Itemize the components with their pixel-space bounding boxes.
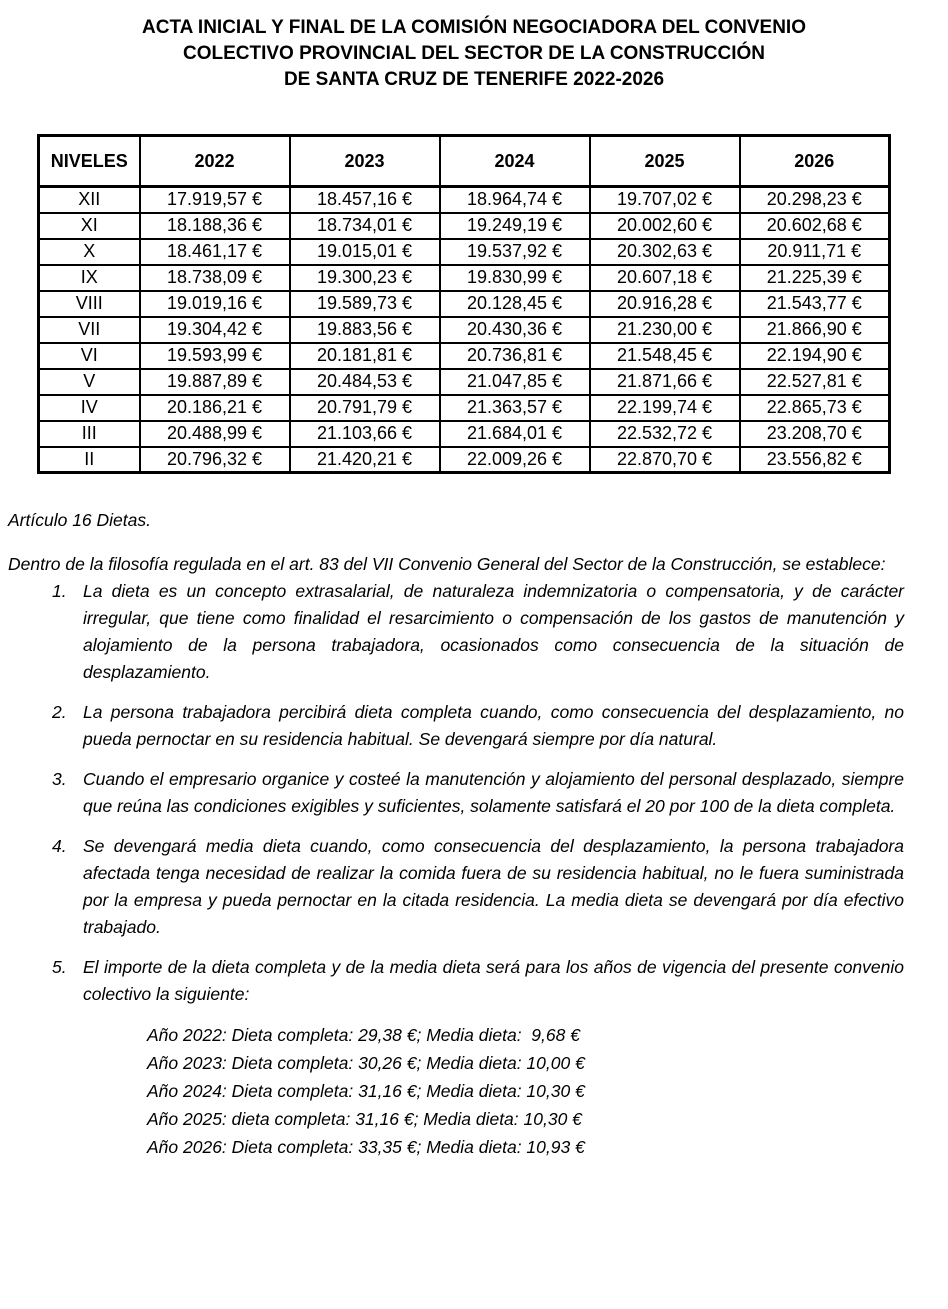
salary-value-cell: 22.199,74 € — [590, 395, 740, 421]
salary-value-cell: 20.128,45 € — [440, 291, 590, 317]
nivel-cell: XI — [39, 213, 140, 239]
dieta-line: Año 2022: Dieta completa: 29,38 €; Media dieta: 9,68 € — [147, 1025, 580, 1045]
salary-value-cell: 20.488,99 € — [140, 421, 290, 447]
table-row — [39, 421, 890, 447]
salary-value-cell: 19.300,23 € — [290, 265, 440, 291]
dieta-line: Año 2024: Dieta completa: 31,16 €; Media dieta: 10,30 € — [147, 1081, 585, 1101]
nivel-cell: X — [39, 239, 140, 265]
item-text: El importe de la dieta completa y de la media dieta será para los años de vigencia del presente convenio colectivo la siguiente: — [83, 957, 904, 1004]
salary-value-cell: 19.593,99 € — [140, 343, 290, 369]
nivel-cell: VII — [39, 317, 140, 343]
dieta-line: Año 2025: dieta completa: 31,16 €; Media dieta: 10,30 € — [147, 1109, 582, 1129]
table-row — [39, 291, 890, 317]
column-header-year: 2025 — [590, 136, 740, 187]
item-text: La dieta es un concepto extrasalarial, de naturaleza indemnizatoria o compensatoria, y de carácter irregular, que tiene como finalidad el resarcimiento o compensación de los gastos de manutención y alojamiento de la persona trabajadora, ocasionados como consecuencia de la situación de desplazamiento. — [83, 581, 904, 682]
salary-value-cell: 19.249,19 € — [440, 213, 590, 239]
dieta-amounts-list — [147, 1021, 948, 1161]
salary-value-cell: 19.707,02 € — [590, 187, 740, 213]
salary-value-cell: 21.684,01 € — [440, 421, 590, 447]
salary-value-cell: 18.964,74 € — [440, 187, 590, 213]
salary-value-cell: 21.871,66 € — [590, 369, 740, 395]
article-16-section — [0, 507, 948, 1161]
nivel-cell: III — [39, 421, 140, 447]
column-header-niveles: NIVELES — [39, 136, 140, 187]
salary-value-cell: 20.736,81 € — [440, 343, 590, 369]
salary-value-cell: 19.019,16 € — [140, 291, 290, 317]
table-row — [39, 213, 890, 239]
salary-value-cell: 22.870,70 € — [590, 447, 740, 473]
salary-value-cell: 20.602,68 € — [740, 213, 890, 239]
salary-value-cell: 21.047,85 € — [440, 369, 590, 395]
salary-value-cell: 21.103,66 € — [290, 421, 440, 447]
salary-value-cell: 21.420,21 € — [290, 447, 440, 473]
table-row — [39, 317, 890, 343]
salary-value-cell: 18.457,16 € — [290, 187, 440, 213]
salary-value-cell: 20.186,21 € — [140, 395, 290, 421]
salary-value-cell: 23.208,70 € — [740, 421, 890, 447]
salary-value-cell: 20.607,18 € — [590, 265, 740, 291]
salary-value-cell: 20.002,60 € — [590, 213, 740, 239]
salary-value-cell: 21.548,45 € — [590, 343, 740, 369]
salary-value-cell: 20.298,23 € — [740, 187, 890, 213]
title-line-1: ACTA INICIAL Y FINAL DE LA COMISIÓN NEGOCIADORA DEL CONVENIO — [142, 17, 806, 38]
salary-value-cell: 20.302,63 € — [590, 239, 740, 265]
item-number: 2. — [52, 702, 67, 722]
table-row — [39, 265, 890, 291]
column-header-year: 2026 — [740, 136, 890, 187]
salary-value-cell: 20.796,32 € — [140, 447, 290, 473]
salary-value-cell: 21.363,57 € — [440, 395, 590, 421]
item-number: 3. — [52, 769, 67, 789]
salary-value-cell: 18.188,36 € — [140, 213, 290, 239]
nivel-cell: IV — [39, 395, 140, 421]
article-item — [0, 954, 948, 1008]
salary-value-cell: 21.543,77 € — [740, 291, 890, 317]
article-heading: Artículo 16 Dietas. — [8, 510, 151, 530]
article-item — [0, 699, 948, 753]
salary-value-cell: 20.916,28 € — [590, 291, 740, 317]
nivel-cell: II — [39, 447, 140, 473]
salary-value-cell: 22.009,26 € — [440, 447, 590, 473]
column-header-year: 2024 — [440, 136, 590, 187]
salary-value-cell: 19.304,42 € — [140, 317, 290, 343]
salary-value-cell: 19.015,01 € — [290, 239, 440, 265]
nivel-cell: XII — [39, 187, 140, 213]
article-item — [0, 766, 948, 820]
salary-value-cell: 17.919,57 € — [140, 187, 290, 213]
table-row — [39, 395, 890, 421]
article-intro: Dentro de la filosofía regulada en el art. 83 del VII Convenio General del Sector de la Construcción, se establece: — [8, 554, 886, 574]
salary-value-cell: 19.537,92 € — [440, 239, 590, 265]
item-text: Cuando el empresario organice y costeé la manutención y alojamiento del personal desplazado, siempre que reúna las condiciones exigibles y suficientes, solamente satisfará el 20 por 100 de la dieta completa. — [83, 769, 904, 816]
item-text: La persona trabajadora percibirá dieta completa cuando, como consecuencia del desplazamiento, no pueda pernoctar en su residencia habitual. Se devengará siempre por día natural. — [83, 702, 904, 749]
table-row — [39, 239, 890, 265]
item-number: 4. — [52, 836, 67, 856]
title-line-2: COLECTIVO PROVINCIAL DEL SECTOR DE LA CONSTRUCCIÓN — [182, 43, 765, 64]
salary-value-cell: 19.589,73 € — [290, 291, 440, 317]
salary-value-cell: 20.791,79 € — [290, 395, 440, 421]
salary-value-cell: 18.734,01 € — [290, 213, 440, 239]
salary-value-cell: 21.225,39 € — [740, 265, 890, 291]
nivel-cell: V — [39, 369, 140, 395]
salary-value-cell: 22.527,81 € — [740, 369, 890, 395]
item-number: 1. — [52, 581, 67, 601]
salary-value-cell: 22.532,72 € — [590, 421, 740, 447]
table-row — [39, 447, 890, 473]
salary-value-cell: 20.181,81 € — [290, 343, 440, 369]
salary-value-cell: 23.556,82 € — [740, 447, 890, 473]
salary-value-cell: 22.865,73 € — [740, 395, 890, 421]
nivel-cell: IX — [39, 265, 140, 291]
column-header-year: 2023 — [290, 136, 440, 187]
salary-value-cell: 21.230,00 € — [590, 317, 740, 343]
salary-value-cell: 18.461,17 € — [140, 239, 290, 265]
dieta-line: Año 2026: Dieta completa: 33,35 €; Media dieta: 10,93 € — [147, 1137, 585, 1157]
table-row — [39, 343, 890, 369]
salary-value-cell: 19.830,99 € — [440, 265, 590, 291]
header-row — [39, 136, 890, 187]
table-row — [39, 369, 890, 395]
salary-table-body — [39, 187, 890, 473]
salary-value-cell: 20.911,71 € — [740, 239, 890, 265]
salary-value-cell: 22.194,90 € — [740, 343, 890, 369]
column-header-year: 2022 — [140, 136, 290, 187]
item-text: Se devengará media dieta cuando, como consecuencia del desplazamiento, la persona trabajadora afectada tenga necesidad de realizar la comida fuera de su residencia habitual, no le fuera suministrada por la empresa y pueda pernoctar en la citada residencia. La media dieta se devengará por día efectivo trabajado. — [83, 836, 904, 937]
salary-value-cell: 18.738,09 € — [140, 265, 290, 291]
item-number: 5. — [52, 957, 67, 977]
salary-value-cell: 19.883,56 € — [290, 317, 440, 343]
salary-value-cell: 20.430,36 € — [440, 317, 590, 343]
title-line-3: DE SANTA CRUZ DE TENERIFE 2022-2026 — [283, 69, 665, 90]
salary-value-cell: 19.887,89 € — [140, 369, 290, 395]
salary-value-cell: 20.484,53 € — [290, 369, 440, 395]
document-page — [0, 15, 948, 1309]
salary-levels-table — [37, 134, 891, 474]
article-item-list — [0, 578, 948, 1008]
salary-table-header — [39, 136, 890, 187]
article-item — [0, 578, 948, 686]
article-item — [0, 833, 948, 941]
nivel-cell: VIII — [39, 291, 140, 317]
salary-value-cell: 21.866,90 € — [740, 317, 890, 343]
table-row — [39, 187, 890, 213]
document-title — [30, 15, 918, 93]
dieta-line: Año 2023: Dieta completa: 30,26 €; Media dieta: 10,00 € — [147, 1053, 585, 1073]
nivel-cell: VI — [39, 343, 140, 369]
